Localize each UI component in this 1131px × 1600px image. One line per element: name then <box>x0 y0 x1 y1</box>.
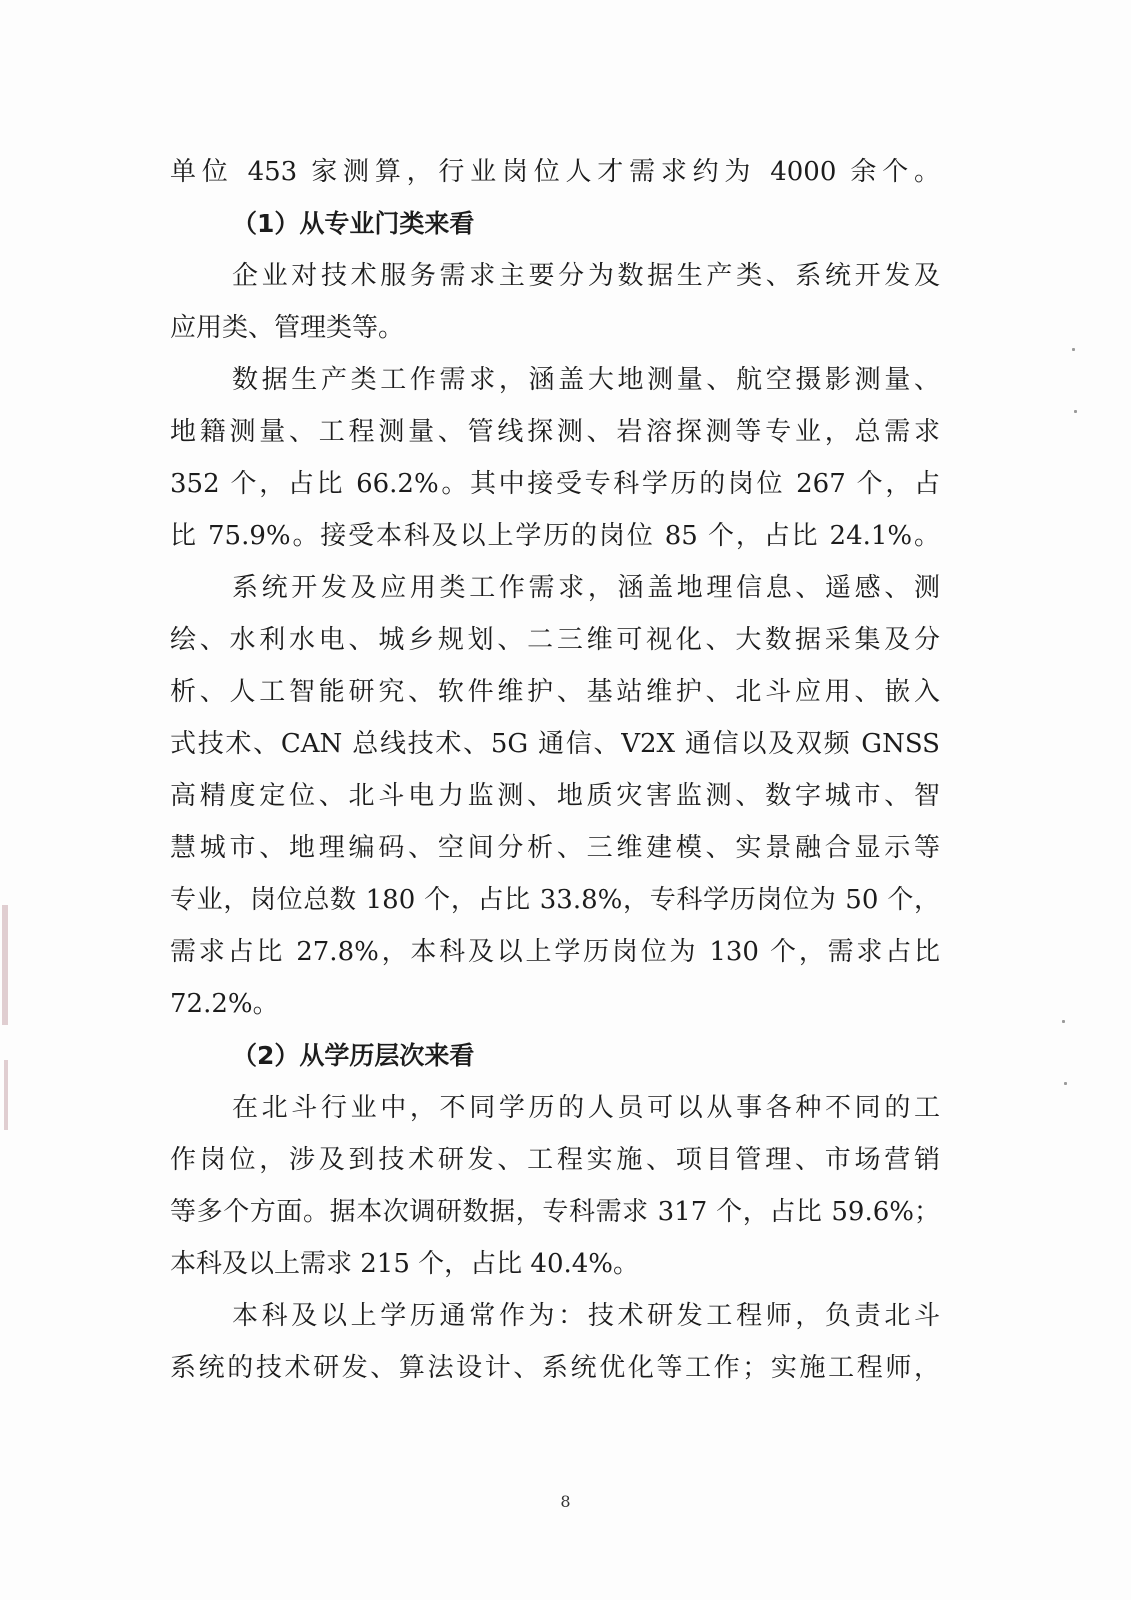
paragraph-line: 高精度定位、北斗电力监测、地质灾害监测、数字城市、智 <box>170 781 940 811</box>
paragraph-line: 单位 453 家测算，行业岗位人才需求约为 4000 余个。 <box>170 157 940 187</box>
paragraph-line: 本科及以上学历通常作为：技术研发工程师，负责北斗 <box>232 1301 940 1331</box>
scan-stain-mark <box>4 1060 8 1130</box>
scan-dust-dot <box>1062 1020 1065 1023</box>
body-text <box>170 146 940 1394</box>
paragraph-line: 系统开发及应用类工作需求，涵盖地理信息、遥感、测 <box>232 573 940 603</box>
paragraph-line: 等多个方面。据本次调研数据，专科需求 317 个，占比 59.6%； <box>170 1197 940 1227</box>
paragraph-line: 慧城市、地理编码、空间分析、三维建模、实景融合显示等 <box>170 833 940 863</box>
paragraph-line: 数据生产类工作需求，涵盖大地测量、航空摄影测量、 <box>232 365 940 395</box>
paragraph-line: 析、人工智能研究、软件维护、基站维护、北斗应用、嵌入 <box>170 677 940 707</box>
section-heading: （1）从专业门类来看 <box>232 209 475 238</box>
scan-dust-dot <box>1072 348 1075 351</box>
paragraph-line: 企业对技术服务需求主要分为数据生产类、系统开发及 <box>232 261 940 291</box>
paragraph-line: 352 个，占比 66.2%。其中接受专科学历的岗位 267 个，占 <box>170 469 940 499</box>
paragraph-line: 式技术、CAN 总线技术、5G 通信、V2X 通信以及双频 GNSS <box>170 729 940 759</box>
paragraph-line: 本科及以上需求 215 个，占比 40.4%。 <box>170 1249 640 1279</box>
page-number: 8 <box>560 1492 571 1511</box>
paragraph-line: 地籍测量、工程测量、管线探测、岩溶探测等专业，总需求 <box>170 417 940 447</box>
scan-dust-dot <box>1074 410 1077 413</box>
paragraph-line: 专业，岗位总数 180 个，占比 33.8%，专科学历岗位为 50 个， <box>170 885 940 915</box>
paragraph-line: 在北斗行业中，不同学历的人员可以从事各种不同的工 <box>232 1093 940 1123</box>
paragraph-line: 需求占比 27.8%，本科及以上学历岗位为 130 个，需求占比 <box>170 937 940 967</box>
paragraph-line: 72.2%。 <box>170 989 279 1019</box>
section-heading: （2）从学历层次来看 <box>232 1041 475 1070</box>
paragraph-line: 系统的技术研发、算法设计、系统优化等工作；实施工程师， <box>170 1353 940 1383</box>
scan-stain-mark <box>2 905 8 1025</box>
paragraph-line: 比 75.9%。接受本科及以上学历的岗位 85 个，占比 24.1%。 <box>170 521 940 551</box>
paragraph-line: 作岗位，涉及到技术研发、工程实施、项目管理、市场营销 <box>170 1145 940 1175</box>
paragraph-line: 应用类、管理类等。 <box>170 313 405 343</box>
paragraph-line: 绘、水利水电、城乡规划、二三维可视化、大数据采集及分 <box>170 625 940 655</box>
scan-dust-dot <box>1064 1082 1067 1085</box>
